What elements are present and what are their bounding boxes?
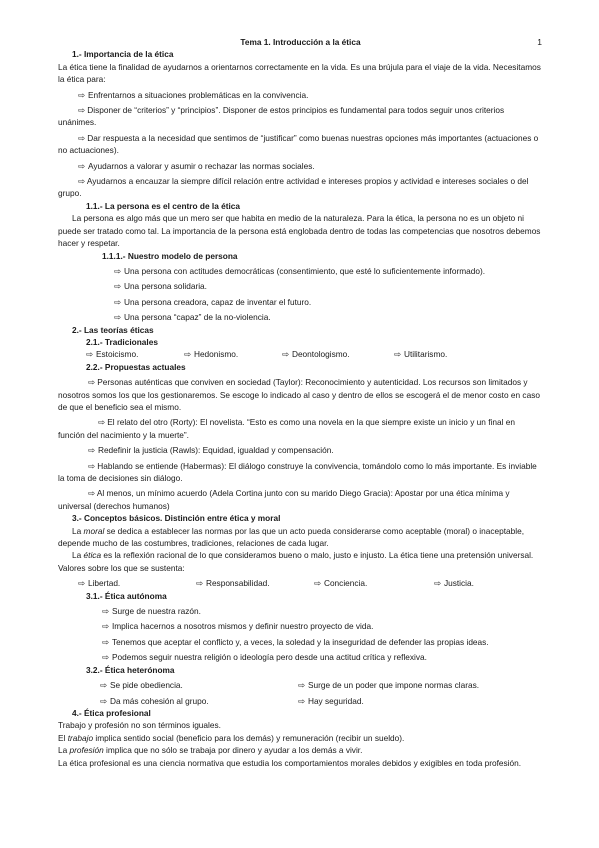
list-item: ⇨ Estoicismo. [86, 349, 139, 360]
arrow-right-icon: ⇨ [184, 349, 191, 360]
section-4-heading: 4.- Ética profesional [72, 707, 151, 718]
document-title: Tema 1. Introducción a la ética [240, 37, 361, 47]
list-item: ⇨ Hablando se entiende (Habermas): El diálogo construye la convivencia, tomándolo como lo más importante. Es inviable la toma de decisiones sin diálogo. [58, 460, 537, 483]
arrow-right-icon: ⇨ [114, 312, 121, 323]
section-3-heading: 3.- Conceptos básicos. Distinción entre ética y moral [72, 513, 281, 524]
trabajo-definition: El trabajo implica sentido social (beneficio para los demás) y remuneración (recibir un sueldo). [58, 732, 405, 743]
list-item: ⇨ Deontologismo. [282, 349, 350, 360]
list-item: ⇨ Una persona “capaz” de la no-violencia. [114, 312, 271, 323]
arrow-right-icon: ⇨ [78, 89, 85, 100]
subsection-1-1-1-heading: 1.1.1.- Nuestro modelo de persona [102, 250, 238, 261]
list-item: ⇨ Ayudarnos a encauzar la siempre difícil relación entre actividad e intereses propios y actividad e intereses sociales o del grupo. [58, 176, 529, 199]
subsection-1-1-text: La persona es algo más que un mero ser que habita en medio de la naturaleza. Para la ética, la persona no es un objeto ni puede ser tratado como tal. La importancia de la persona está englobada dentro de todas las competencias que nosotros debemos hacer y respetar. [58, 213, 541, 249]
arrow-right-icon: ⇨ [282, 349, 289, 360]
list-item: ⇨ Surge de un poder que impone normas claras. [298, 680, 480, 691]
list-item: ⇨ Al menos, un mínimo acuerdo (Adela Cortina junto con su marido Diego Gracia): Apostar por una ética mínima y universal (derechos humanos) [58, 488, 510, 511]
list-item: ⇨ Una persona creadora, capaz de inventar el futuro. [114, 296, 312, 307]
section-1-intro: La ética tiene la finalidad de ayudarnos a orientarnos correctamente en la vida. Es una brújula para el viaje de la vida. Necesitamos la ética para: [58, 61, 541, 85]
arrow-right-icon: ⇨ [314, 578, 321, 589]
arrow-right-icon: ⇨ [86, 349, 93, 360]
section-1-heading: 1.- Importancia de la ética [72, 49, 174, 60]
arrow-right-icon: ⇨ [100, 680, 107, 691]
arrow-right-icon: ⇨ [102, 636, 109, 647]
arrow-right-icon: ⇨ [102, 606, 109, 617]
subsection-3-1-heading: 3.1.- Ética autónoma [86, 590, 167, 601]
arrow-right-icon: ⇨ [114, 265, 121, 276]
list-item: ⇨ Disponer de “criterios” y “principios”. Disponer de estos principios es fundamental para todos seguir unos criterios unánimes. [58, 105, 505, 128]
subsection-3-2-heading: 3.2.- Ética heterónoma [86, 664, 175, 675]
profesion-definition: La profesión implica que no sólo se trabaja por dinero y ayudar a los demás a vivir. [58, 745, 363, 756]
arrow-right-icon: ⇨ [100, 695, 107, 706]
arrow-right-icon: ⇨ [78, 105, 85, 116]
list-item: ⇨ Conciencia. [314, 578, 368, 589]
arrow-right-icon: ⇨ [298, 695, 305, 706]
arrow-right-icon: ⇨ [114, 281, 121, 292]
arrow-right-icon: ⇨ [196, 578, 203, 589]
arrow-right-icon: ⇨ [88, 488, 95, 499]
list-item: ⇨ Dar respuesta a la necesidad que sentimos de “justificar” como buenas nuestras opciones más importantes (actuaciones o no actuaciones). [58, 132, 539, 156]
subsection-1-1-heading: 1.1.- La persona es el centro de la ética [86, 200, 241, 211]
moral-definition: La moral se dedica a establecer las normas por las que un acto pueda considerarse como aceptable (moral) o inaceptable, depende mucho de las costumbres, tradiciones, relaciones de cada lugar. [58, 525, 524, 549]
list-item: ⇨ Podemos seguir nuestra religión o ideología pero desde una actitud crítica y reflexiva. [102, 652, 427, 663]
arrow-right-icon: ⇨ [78, 160, 85, 171]
list-item: ⇨ Se pide obediencia. [100, 680, 183, 691]
list-item: ⇨ Responsabilidad. [196, 578, 270, 589]
heteronomous-row [58, 695, 543, 707]
list-item: ⇨ El relato del otro (Rorty): El novelista. “Esto es como una novela en la que siempre existe un inicio y un final en función del nacimiento y la muerte”. [58, 417, 515, 440]
values-row [58, 577, 543, 589]
etica-definition: La ética es la reflexión racional de lo que consideramos bueno o malo, justo e injusto. La ética tiene una pretensión universal. Valores sobre los que se sustenta: [58, 550, 534, 573]
section-2-heading: 2.- Las teorías éticas [72, 324, 154, 335]
paragraph: Trabajo y profesión no son términos iguales. [58, 720, 221, 731]
list-item: ⇨ Implica hacernos a nosotros mismos y definir nuestro proyecto de vida. [102, 621, 374, 632]
arrow-right-icon: ⇨ [434, 578, 441, 589]
arrow-right-icon: ⇨ [78, 176, 85, 187]
subsection-2-1-heading: 2.1.- Tradicionales [86, 336, 158, 347]
list-item: ⇨ Hedonismo. [184, 349, 239, 360]
list-item: ⇨ Libertad. [78, 578, 121, 589]
list-item: ⇨ Tenemos que aceptar el conflicto y, a veces, la soledad y la inseguridad de defender las propias ideas. [102, 636, 489, 647]
list-item: ⇨ Una persona con actitudes democráticas (consentimiento, que esté lo suficientemente informado). [114, 265, 486, 276]
arrow-right-icon: ⇨ [78, 578, 85, 589]
list-item: ⇨ Redefinir la justicia (Rawls): Equidad, igualdad y compensación. [88, 445, 334, 456]
list-item: ⇨ Surge de nuestra razón. [102, 606, 201, 617]
list-item: ⇨ Justicia. [434, 578, 474, 589]
traditional-theories-row [58, 348, 543, 360]
arrow-right-icon: ⇨ [102, 621, 109, 632]
list-item: ⇨ Da más cohesión al grupo. [100, 695, 209, 706]
document-page [58, 36, 543, 769]
arrow-right-icon: ⇨ [88, 377, 95, 388]
page-number: 1 [537, 37, 542, 47]
arrow-right-icon: ⇨ [114, 296, 121, 307]
heteronomous-row [58, 679, 543, 691]
list-item: ⇨ Hay seguridad. [298, 695, 364, 706]
paragraph: La ética profesional es una ciencia normativa que estudia los comportamientos morales debidos y exigibles en toda profesión. [58, 757, 522, 768]
arrow-right-icon: ⇨ [88, 460, 95, 471]
arrow-right-icon: ⇨ [394, 349, 401, 360]
subsection-2-2-heading: 2.2.- Propuestas actuales [86, 361, 186, 372]
list-item: ⇨ Ayudarnos a valorar y asumir o rechazar las normas sociales. [78, 160, 315, 171]
arrow-right-icon: ⇨ [102, 652, 109, 663]
list-item: ⇨ Utilitarismo. [394, 349, 448, 360]
arrow-right-icon: ⇨ [98, 417, 105, 428]
arrow-right-icon: ⇨ [88, 445, 95, 456]
arrow-right-icon: ⇨ [298, 680, 305, 691]
list-item: ⇨ Personas auténticas que conviven en sociedad (Taylor): Reconocimiento y autenticidad. Los recursos son limitados y nosotros somos los que los gestionaremos. Se escoge lo indicado al caso y dentro de ellos se escogerá el de menor costo en caso de que el beneficio sea el mismo. [58, 377, 540, 412]
list-item: ⇨ Una persona solidaria. [114, 281, 207, 292]
list-item: ⇨ Enfrentarnos a situaciones problemáticas en la convivencia. [78, 89, 309, 100]
arrow-right-icon: ⇨ [78, 132, 85, 143]
